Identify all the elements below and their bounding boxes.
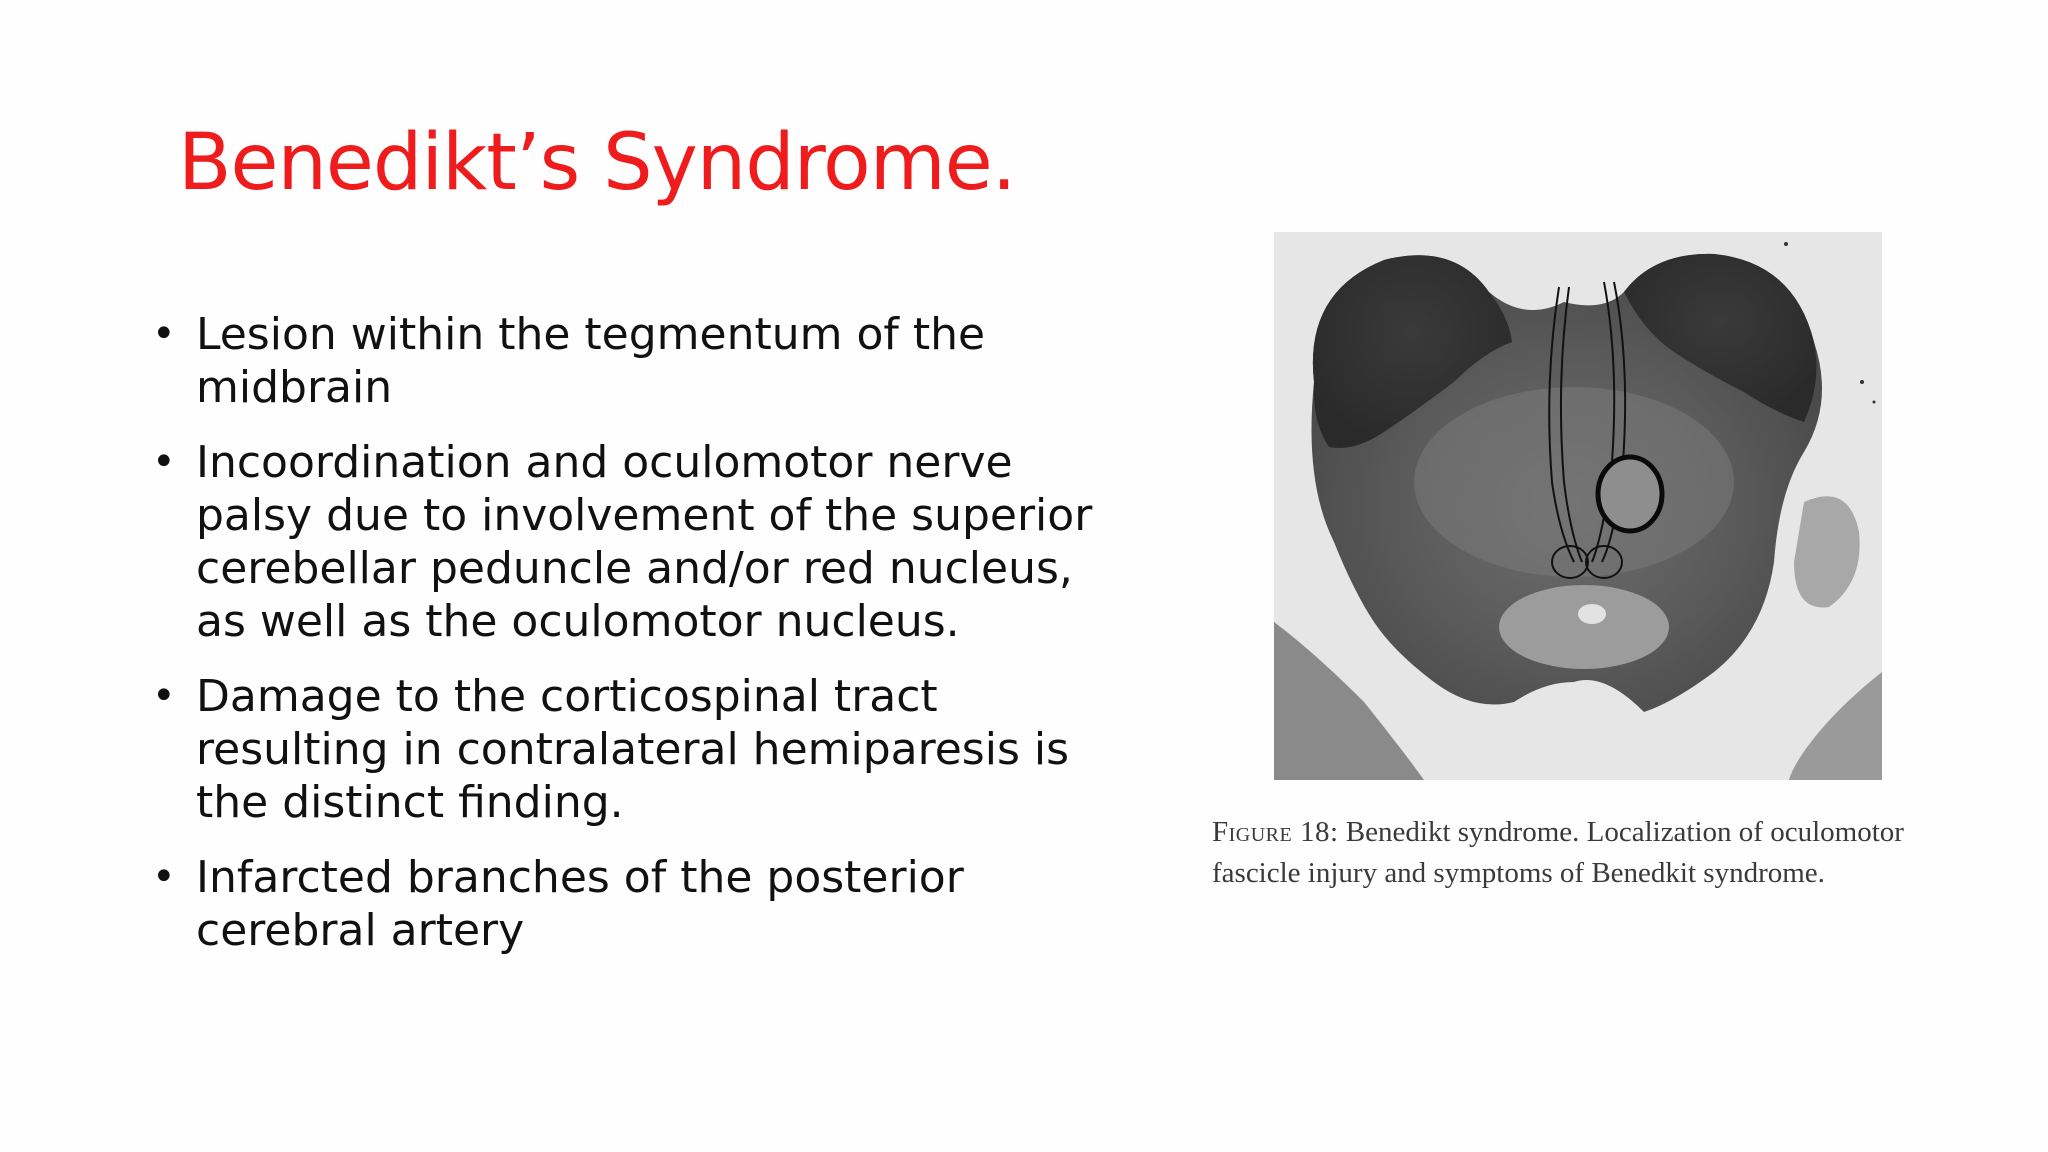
bullet-dot-icon: • bbox=[152, 439, 176, 485]
slide-title: Benedikt’s Syndrome. bbox=[178, 118, 1016, 208]
bullet-item bbox=[150, 308, 1130, 414]
bullet-item bbox=[150, 436, 1130, 648]
bullet-text: Damage to the corticospinal tract resulting in contralateral hemiparesis is the distinct finding. bbox=[196, 671, 1070, 828]
bullet-dot-icon: • bbox=[152, 673, 176, 719]
bullet-list bbox=[150, 308, 1130, 979]
bullet-text: Lesion within the tegmentum of the midbrain bbox=[196, 309, 986, 413]
figure-caption-label: Figure 18: bbox=[1212, 816, 1339, 848]
bullet-dot-icon: • bbox=[152, 854, 176, 900]
midbrain-cross-section-image bbox=[1274, 232, 1882, 780]
bullet-item bbox=[150, 670, 1130, 829]
bullet-text: Incoordination and oculomotor nerve palsy due to involvement of the superior cerebellar peduncle and/or red nucleus, as well as the oculomotor nucleus. bbox=[196, 437, 1093, 647]
bullet-item bbox=[150, 851, 1130, 957]
bullet-dot-icon: • bbox=[152, 311, 176, 357]
bullet-text: Infarcted branches of the posterior cerebral artery bbox=[196, 852, 964, 956]
figure-caption-text: Benedikt syndrome. Localization of oculomotor fascicle injury and symptoms of Benedkit syndrome. bbox=[1212, 816, 1904, 889]
figure-caption bbox=[1212, 812, 1972, 894]
